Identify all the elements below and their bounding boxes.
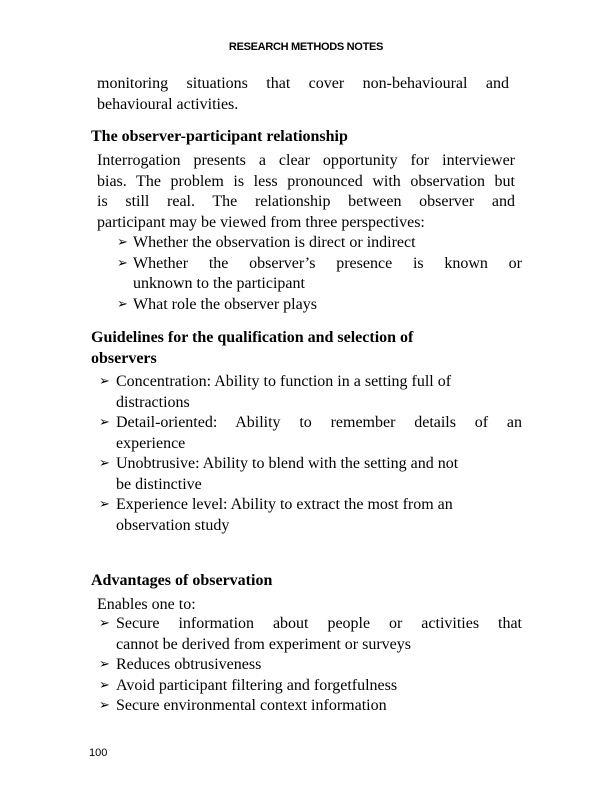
list-item (99, 614, 522, 655)
list-item-text: Detail-oriented: Ability to remember details of an (116, 414, 522, 431)
list-item-text: Whether the observer’s presence is known or (133, 254, 522, 272)
list-item-text: Concentration: Ability to function in a setting full of (116, 373, 452, 390)
observer-guidelines-list (99, 372, 522, 536)
arrowhead-bullet-icon: ➢ (99, 456, 110, 471)
arrowhead-bullet-icon: ➢ (117, 235, 128, 250)
arrowhead-bullet-icon: ➢ (99, 616, 110, 631)
page-number: 100 (89, 747, 108, 759)
arrowhead-bullet-icon: ➢ (99, 657, 110, 672)
list-item (99, 696, 522, 717)
list-item (99, 655, 522, 676)
arrowhead-bullet-icon: ➢ (99, 677, 110, 693)
section-heading-guidelines (91, 328, 413, 369)
list-item-text: Whether the observation is direct or indirect (133, 234, 416, 251)
list-item (99, 372, 522, 413)
list-item-text: Avoid participant filtering and forgetfulness (116, 676, 398, 694)
perspectives-list (117, 233, 522, 315)
arrowhead-bullet-icon: ➢ (99, 497, 110, 512)
list-item-text: be distinctive (116, 475, 202, 493)
list-item (117, 254, 522, 295)
list-item-text: distractions (116, 393, 190, 411)
list-item-text: observation study (116, 516, 230, 534)
intro-paragraph (97, 74, 509, 115)
list-item-text: experience (116, 434, 186, 452)
list-item-text: Experience level: Ability to extract the most from an (116, 496, 453, 513)
text-line: is still real. The relationship between observer and (97, 193, 515, 210)
text-line: Interrogation presents a clear opportunity for interviewer (97, 152, 515, 169)
list-item (99, 676, 522, 697)
section-heading-advantages: Advantages of observation (91, 572, 273, 589)
list-item (117, 233, 522, 254)
arrowhead-bullet-icon: ➢ (99, 698, 110, 713)
list-item-text: Secure environmental context information (116, 697, 387, 714)
text-line: monitoring situations that cover non-behavioural and (97, 75, 509, 92)
text-line: bias. The problem is less pronounced with observation but (97, 172, 515, 190)
section1-paragraph (97, 151, 515, 233)
list-item-text: Secure information about people or activities that (116, 615, 522, 632)
list-item-text: Unobtrusive: Ability to blend with the setting and not (116, 455, 459, 472)
list-item (99, 454, 522, 495)
list-item (99, 413, 522, 454)
heading-line: observers (91, 349, 157, 367)
advantages-list (99, 614, 522, 717)
text-line: behavioural activities. (97, 95, 239, 113)
arrowhead-bullet-icon: ➢ (117, 296, 128, 312)
arrowhead-bullet-icon: ➢ (99, 374, 110, 389)
text-line: Enables one to: (97, 596, 196, 613)
advantages-lead (97, 595, 509, 616)
arrowhead-bullet-icon: ➢ (99, 415, 110, 430)
heading-line: Guidelines for the qualification and selection of (91, 329, 414, 346)
list-item (99, 495, 522, 536)
text-line: participant may be viewed from three perspectives: (97, 213, 425, 231)
section-heading-observer-participant: The observer-participant relationship (91, 128, 348, 145)
list-item-text: What role the observer plays (133, 295, 317, 313)
arrowhead-bullet-icon: ➢ (117, 255, 128, 271)
list-item (117, 295, 522, 316)
list-item-text: Reduces obtrusiveness (116, 656, 262, 673)
list-item-text: unknown to the participant (133, 275, 305, 292)
running-header: RESEARCH METHODS NOTES (228, 41, 384, 53)
list-item-text: cannot be derived from experiment or surveys (116, 635, 412, 653)
